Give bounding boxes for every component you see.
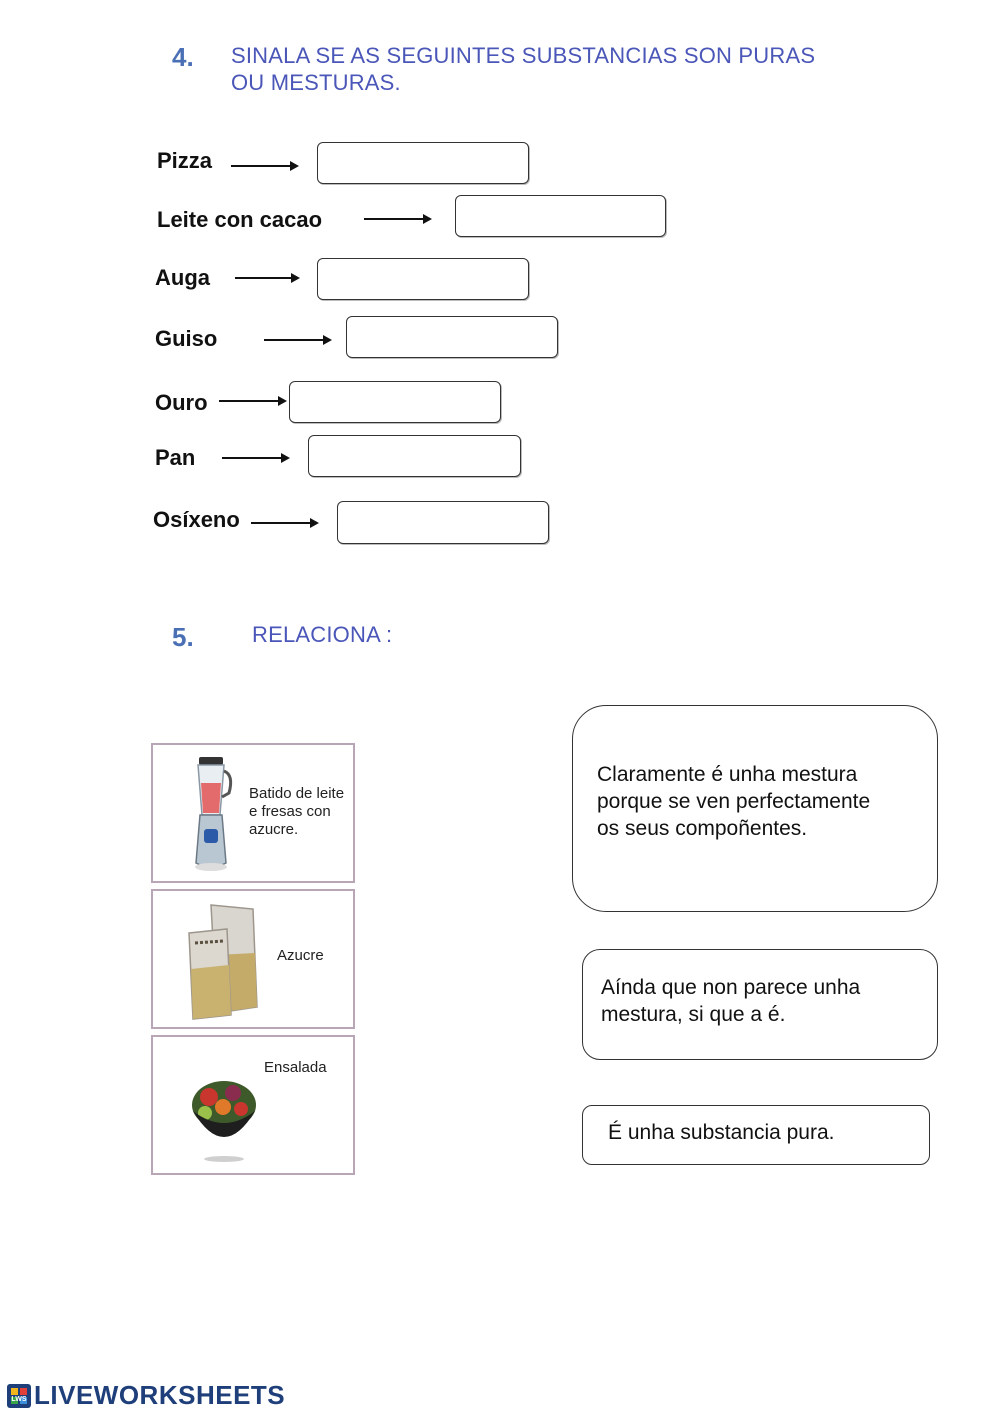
description-1-line2: porque se ven perfectamente [597, 790, 871, 813]
question-5-number: 5. [172, 622, 194, 652]
arrow-icon [231, 165, 297, 167]
footer-logo [6, 1380, 285, 1411]
arrow-icon [222, 457, 288, 459]
description-1-line1: Claramente é unha mestura [597, 763, 858, 786]
card-ensalada[interactable] [151, 1035, 355, 1175]
item-label-pizza: Pizza [157, 148, 213, 173]
answer-input-auga[interactable] [317, 258, 529, 300]
description-2-line1: Aínda que non parece unha [601, 976, 861, 999]
arrow-icon [235, 277, 298, 279]
question-4-title [231, 42, 815, 96]
description-box-3[interactable] [582, 1105, 930, 1165]
card-ensalada-caption: Ensalada [264, 1059, 327, 1076]
card-batido-caption-line3: azucre. [249, 821, 299, 838]
liveworksheets-logo-icon [6, 1383, 32, 1409]
footer-logo-text: LIVEWORKSHEETS [34, 1380, 286, 1410]
item-label-auga: Auga [155, 265, 210, 290]
arrow-icon [219, 400, 285, 402]
answer-input-pizza[interactable] [317, 142, 529, 184]
arrow-icon [364, 218, 430, 220]
sugar-bag-icon [183, 899, 263, 1023]
answer-input-guiso[interactable] [346, 316, 558, 358]
card-azucre[interactable] [151, 889, 355, 1029]
arrow-icon [264, 339, 330, 341]
blender-icon [189, 753, 239, 877]
card-batido-caption [249, 785, 344, 839]
card-batido-caption-line2: e fresas con [249, 803, 331, 820]
item-label-ouro: Ouro [155, 390, 208, 415]
answer-input-leite-con-cacao[interactable] [455, 195, 666, 237]
description-1-line3: os seus compoñentes. [597, 817, 808, 840]
card-azucre-caption: Azucre [277, 947, 324, 964]
answer-input-ouro[interactable] [289, 381, 501, 423]
card-batido[interactable] [151, 743, 355, 883]
description-2-line2: mestura, si que a é. [601, 1003, 786, 1026]
question-5-title: RELACIONA : [252, 622, 393, 647]
description-box-2[interactable] [582, 949, 938, 1060]
description-box-1[interactable] [572, 705, 938, 912]
item-label-pan: Pan [155, 445, 196, 470]
item-label-leite-con-cacao: Leite con cacao [157, 207, 323, 232]
question-4-title-line2: OU MESTURAS. [231, 70, 401, 95]
question-4-number: 4. [172, 42, 194, 72]
answer-input-pan[interactable] [308, 435, 521, 477]
item-label-osixeno: Osíxeno [153, 507, 240, 532]
card-batido-caption-line1: Batido de leite [249, 785, 345, 802]
question-4-title-line1: SINALA SE AS SEGUINTES SUBSTANCIAS SON PURAS [231, 43, 816, 68]
item-label-guiso: Guiso [155, 326, 218, 351]
answer-input-osixeno[interactable] [337, 501, 549, 544]
logo-mark-text: LWS [11, 1395, 27, 1403]
salad-bowl-icon [189, 1077, 259, 1167]
arrow-icon [251, 522, 317, 524]
description-3-line1: É unha substancia pura. [608, 1121, 835, 1144]
